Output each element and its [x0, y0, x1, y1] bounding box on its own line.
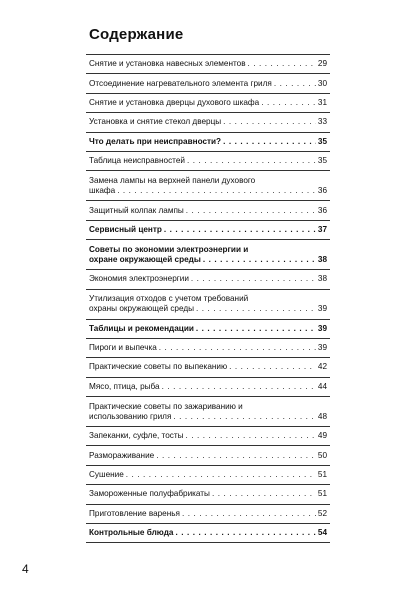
toc-leader-dots	[191, 274, 316, 284]
toc-entry-page: 31	[317, 97, 327, 107]
toc-entry-page: 37	[317, 224, 327, 234]
toc-entry-page: 52	[317, 508, 327, 518]
toc-entry-page: 35	[317, 156, 327, 166]
toc-leader-dots	[175, 528, 315, 538]
toc-leader-dots	[117, 186, 316, 196]
toc-entry	[86, 240, 330, 270]
toc-entry	[86, 466, 330, 485]
toc-entry	[86, 485, 330, 504]
toc-entry-page: 39	[317, 323, 327, 333]
toc-entry	[86, 339, 330, 358]
toc-entry	[86, 427, 330, 446]
toc-entry-page: 30	[317, 78, 327, 88]
toc-leader-dots	[196, 304, 316, 314]
page-title: Содержание	[89, 26, 184, 43]
toc-entry-title: Пироги и выпечка	[89, 343, 157, 353]
toc-leader-dots	[186, 431, 316, 441]
toc-leader-dots	[182, 509, 316, 519]
toc-entry-page: 49	[317, 431, 327, 441]
toc-entry-title: Установка и снятие стекол дверцы	[89, 117, 222, 127]
toc-entry-title: Контрольные блюда	[89, 528, 174, 538]
toc-entry-page: 38	[317, 274, 327, 284]
toc-entry	[86, 113, 330, 132]
toc-entry	[86, 55, 330, 74]
toc-entry	[86, 201, 330, 220]
toc-entry	[86, 320, 330, 339]
toc-entry-title: охране окружающей среды	[89, 254, 201, 264]
toc-leader-dots	[248, 59, 316, 69]
toc-entry-page: 36	[317, 205, 327, 215]
toc-leader-dots	[173, 412, 316, 422]
toc-entry-page: 36	[317, 185, 327, 195]
toc-entry-page: 51	[317, 489, 327, 499]
toc-entry-title: Что делать при неисправности?	[89, 136, 222, 146]
toc-entry-page: 44	[317, 381, 327, 391]
toc-entry	[86, 446, 330, 465]
toc-entry-page: 33	[317, 117, 327, 127]
toc-leader-dots	[162, 382, 316, 392]
toc-entry-title: Мясо, птица, рыба	[89, 381, 160, 391]
toc-entry-page: 51	[317, 470, 327, 480]
toc-leader-dots	[203, 255, 316, 265]
toc-entry-title: Таблицы и рекомендации	[89, 323, 194, 333]
toc-leader-dots	[187, 156, 316, 166]
toc-entry	[86, 524, 330, 543]
table-of-contents	[86, 54, 330, 543]
toc-entry-title: Защитный колпак лампы	[89, 205, 184, 215]
toc-entry-title: Замена лампы на верхней панели духового	[89, 175, 256, 185]
toc-leader-dots	[156, 451, 316, 461]
toc-leader-dots	[274, 79, 316, 89]
toc-leader-dots	[196, 324, 316, 334]
toc-leader-dots	[212, 489, 316, 499]
toc-entry-title: Утилизация отходов с учетом требований	[89, 294, 249, 304]
toc-entry-title: использованию гриля	[89, 411, 172, 421]
toc-entry-title: Запеканки, суфле, тосты	[89, 431, 184, 441]
page-number: 4	[22, 562, 29, 576]
toc-entry	[86, 270, 330, 289]
toc-entry	[86, 397, 330, 427]
toc-entry-page: 39	[317, 343, 327, 353]
toc-entry	[86, 505, 330, 524]
toc-leader-dots	[223, 117, 316, 127]
toc-entry-title: Отсоединение нагревательного элемента гриля	[89, 78, 272, 88]
toc-entry-page: 38	[317, 254, 327, 264]
toc-leader-dots	[126, 470, 316, 480]
toc-entry-page: 35	[317, 136, 327, 146]
toc-leader-dots	[186, 206, 316, 216]
toc-leader-dots	[164, 225, 316, 235]
toc-leader-dots	[261, 98, 316, 108]
toc-entry-title: Размораживание	[89, 450, 155, 460]
toc-entry-page: 39	[317, 304, 327, 314]
toc-entry	[86, 133, 330, 152]
toc-entry-page: 50	[317, 450, 327, 460]
toc-entry-title: Сушение	[89, 470, 124, 480]
toc-entry-title: охраны окружающей среды	[89, 304, 195, 314]
toc-entry-title: Практические советы по выпеканию	[89, 362, 228, 372]
toc-entry	[86, 378, 330, 397]
toc-leader-dots	[159, 343, 316, 353]
toc-entry-page: 29	[317, 59, 327, 69]
toc-entry	[86, 290, 330, 320]
toc-entry-page: 42	[317, 362, 327, 372]
toc-leader-dots	[229, 362, 316, 372]
toc-entry-title: шкафа	[89, 185, 116, 195]
toc-entry	[86, 221, 330, 240]
toc-entry-page: 54	[317, 528, 327, 538]
toc-entry-title: Практические советы по зажариванию и	[89, 401, 243, 411]
toc-entry-title: Экономия электроэнергии	[89, 274, 189, 284]
toc-entry	[86, 94, 330, 113]
toc-entry	[86, 152, 330, 171]
toc-leader-dots	[223, 137, 316, 147]
toc-entry-page: 48	[317, 411, 327, 421]
toc-entry-title: Таблица неисправностей	[89, 156, 185, 166]
toc-entry	[86, 358, 330, 377]
toc-entry	[86, 74, 330, 93]
toc-entry-title: Снятие и установка дверцы духового шкафа	[89, 97, 260, 107]
toc-entry-title: Сервисный центр	[89, 224, 162, 234]
toc-entry-title: Приготовление варенья	[89, 508, 180, 518]
toc-entry-title: Замороженные полуфабрикаты	[89, 489, 210, 499]
toc-entry	[86, 171, 330, 201]
toc-entry-title: Советы по экономии электроэнергии и	[89, 244, 249, 254]
toc-entry-title: Снятие и установка навесных элементов	[89, 59, 246, 69]
